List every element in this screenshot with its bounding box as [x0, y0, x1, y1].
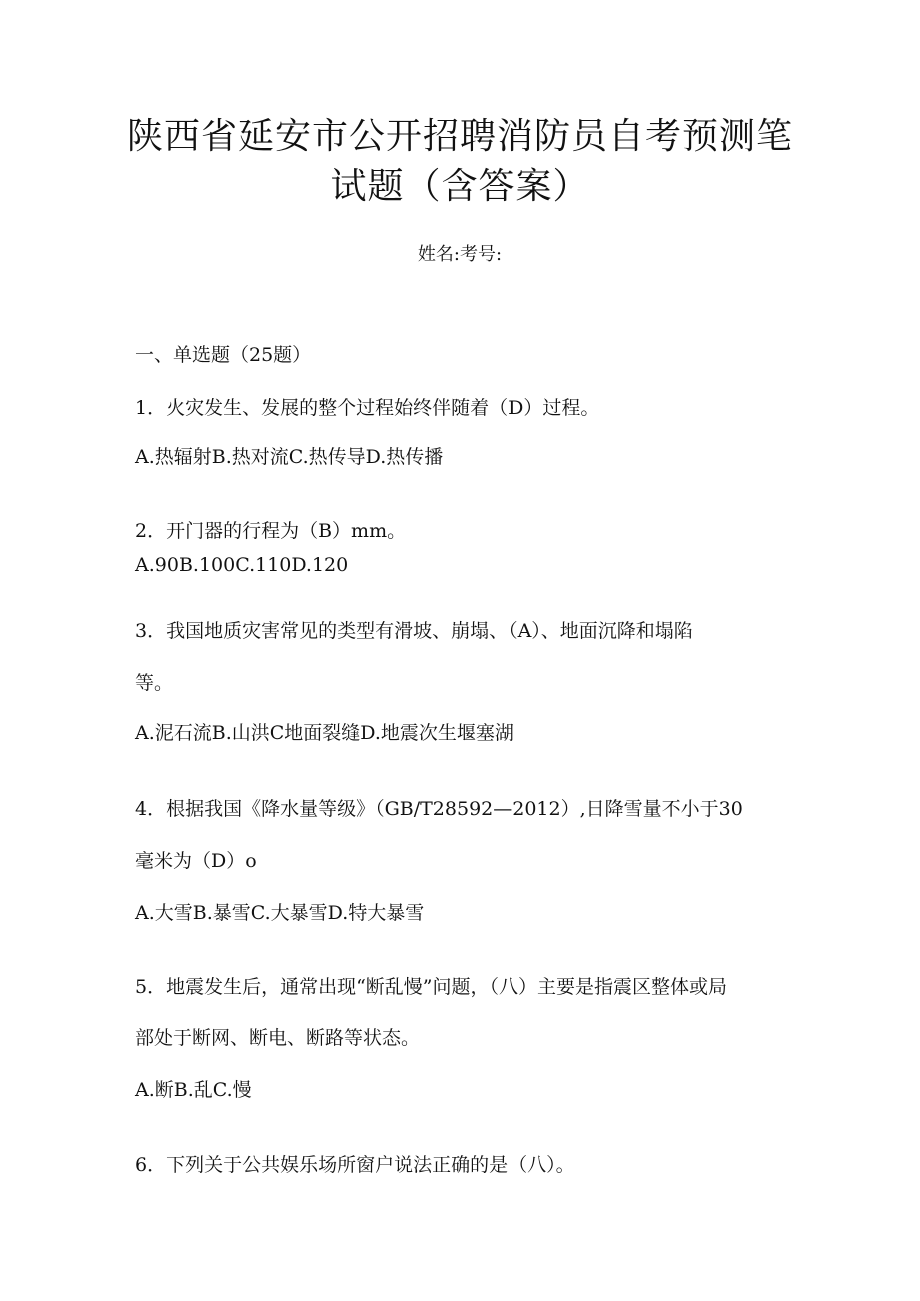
question-4-text: 4．根据我国《降水量等级》（GB/T28592—2012）,日降雪量不小于30 [135, 798, 743, 820]
question-3-text-cont: 等。 [135, 672, 174, 694]
question-1-text: 1．火灾发生、发展的整个过程始终伴随着（D）过程。 [135, 397, 600, 419]
page-title-line-2: 试题（含答案） [330, 166, 590, 207]
question-1-options: A.热辐射B.热对流C.热传导D.热传播 [135, 446, 444, 468]
question-3-options: A.泥石流B.山洪C地面裂缝D.地震次生堰塞湖 [135, 722, 514, 744]
question-6-text: 6．下列关于公共娱乐场所窗户说法正确的是（八）。 [135, 1154, 575, 1176]
question-2-options: A.90B.100C.110D.120 [135, 554, 349, 576]
question-4-text-cont: 毫米为（D）o [135, 850, 257, 872]
question-5-options: A.断B.乱C.慢 [135, 1079, 252, 1101]
question-3-text: 3．我国地质灾害常见的类型有滑坡、崩塌、（A）、地面沉降和塌陷 [135, 620, 693, 642]
question-5-text-cont: 部处于断网、断电、断路等状态。 [135, 1027, 421, 1049]
question-4-options: A.大雪B.暴雪C.大暴雪D.特大暴雪 [135, 902, 425, 924]
section-heading: 一、单选题（25题） [135, 344, 312, 366]
question-5-text: 5．地震发生后，通常出现“断乱慢”问题，（八）主要是指震区整体或局 [135, 976, 728, 998]
name-exam-number-field: 姓名:考号: [417, 244, 503, 265]
question-2-text: 2．开门器的行程为（B）mm。 [135, 520, 407, 542]
page-title-line-1: 陕西省延安市公开招聘消防员自考预测笔 [126, 116, 793, 157]
